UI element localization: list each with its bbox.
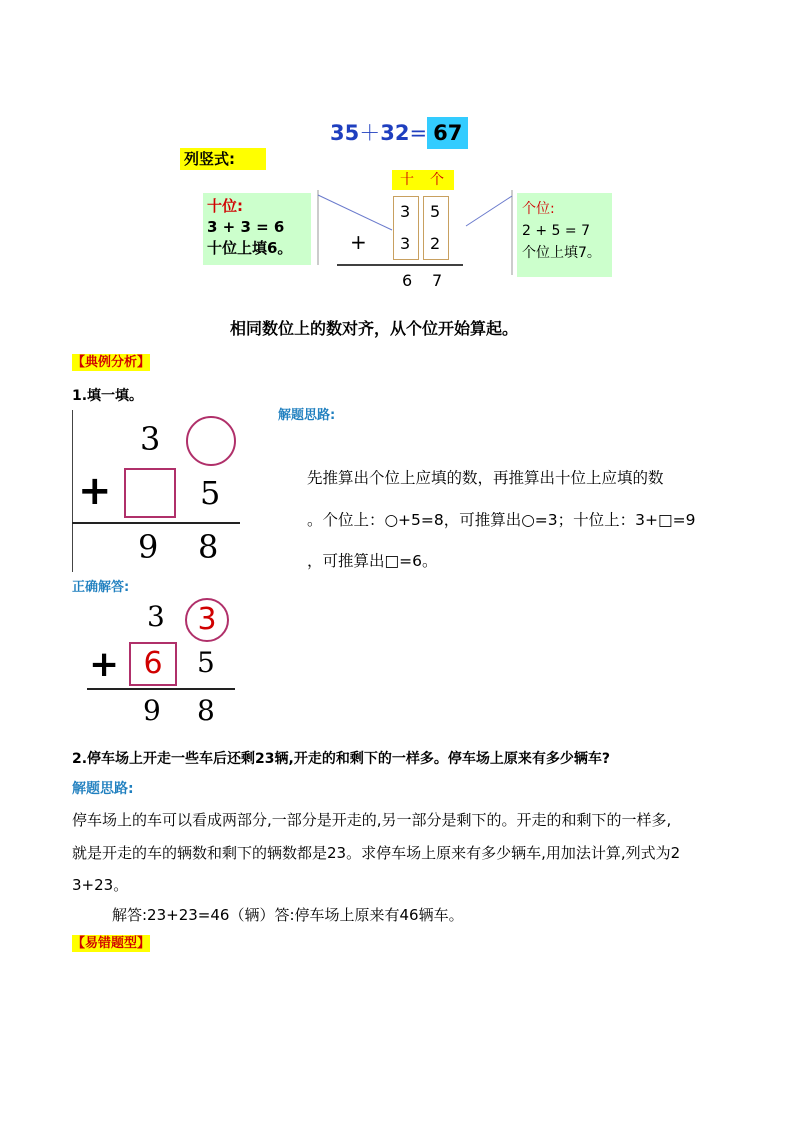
answer-bottom-ones: 5 <box>197 646 215 679</box>
section-mistakes: 【易错题型】 <box>72 936 151 951</box>
puzzle-circle[interactable] <box>186 416 236 466</box>
puzzle-left-rule <box>72 410 73 572</box>
puzzle-top-tens: 3 <box>140 420 161 458</box>
eq-left: 35 <box>330 121 360 145</box>
q1-answer-label: 正确解答: <box>72 580 130 595</box>
vc-plus: + <box>350 230 367 254</box>
q1-hint-line2: 。个位上：○+5=8，可推算出○=3；十位上：3+□=9 <box>307 511 696 529</box>
ones-title: 个位: <box>522 201 555 217</box>
answer-circle-value: 3 <box>197 602 217 637</box>
vc-top-tens: 3 <box>400 202 411 221</box>
q1-hint-line3: ，可推算出□=6。 <box>307 552 438 570</box>
tens-title: 十位: <box>207 197 243 215</box>
eq-right: 32 <box>380 121 410 145</box>
eq-equals: = <box>409 121 428 145</box>
puzzle-sum-line <box>72 522 240 524</box>
q2-answer-line: 解答:23+23=46（辆）答:停车场上原来有46辆车。 <box>112 906 464 924</box>
answer-sum-tens: 9 <box>143 694 161 727</box>
puzzle-sum-ones: 8 <box>198 528 219 566</box>
q1-puzzle <box>72 410 242 572</box>
section-example: 【典例分析】 <box>72 355 151 370</box>
eq-plus: ＋ <box>359 121 381 145</box>
header-tens: 十 <box>400 172 414 188</box>
vc-sum-ones: 7 <box>432 271 443 290</box>
ones-note: 个位上填7。 <box>522 245 601 261</box>
answer-square <box>129 642 177 686</box>
q2-para-line3: 3+23。 <box>72 876 129 894</box>
vc-top-ones: 5 <box>430 202 441 221</box>
eq-result: 67 <box>427 117 468 149</box>
tens-note: 十位上填6。 <box>207 239 293 257</box>
q1-hint-line1: 先推算出个位上应填的数，再推算出十位上应填的数 <box>307 469 664 487</box>
q2-para-line1: 停车场上的车可以看成两部分,一部分是开走的,另一部分是剩下的。开走的和剩下的一样多, <box>72 811 672 829</box>
puzzle-plus: + <box>78 468 112 514</box>
answer-sum-line <box>87 688 235 690</box>
q2-hint-label: 解题思路: <box>72 781 134 797</box>
answer-plus: + <box>89 644 120 685</box>
puzzle-square[interactable] <box>124 468 176 518</box>
tens-calc: 3 + 3 = 6 <box>207 218 285 236</box>
q1-hint-label: 解题思路: <box>278 408 336 423</box>
vertical-label: 列竖式: <box>180 148 266 170</box>
q2-title: 2.停车场上开走一些车后还剩23辆,开走的和剩下的一样多。停车场上原来有多少辆车? <box>72 751 610 767</box>
puzzle-sum-tens: 9 <box>138 528 159 566</box>
vc-bottom-ones: 2 <box>430 234 441 253</box>
puzzle-bottom-ones: 5 <box>200 474 221 512</box>
vc-sum-tens: 6 <box>402 271 413 290</box>
ones-calc: 2 + 5 = 7 <box>522 223 590 239</box>
vc-bottom-tens: 3 <box>400 234 411 253</box>
answer-top-tens: 3 <box>147 600 165 633</box>
q2-para-line2: 就是开走的车的辆数和剩下的辆数都是23。求停车场上原来有多少辆车,用加法计算,列式为2 <box>72 844 681 862</box>
header-ones: 个 <box>430 172 444 188</box>
q1-answer <box>85 598 240 730</box>
answer-square-value: 6 <box>143 646 163 681</box>
answer-circle <box>185 598 229 642</box>
align-rule: 相同数位上的数对齐，从个位开始算起。 <box>230 319 519 338</box>
q1-title: 1.填一填。 <box>72 388 144 404</box>
answer-sum-ones: 8 <box>197 694 215 727</box>
